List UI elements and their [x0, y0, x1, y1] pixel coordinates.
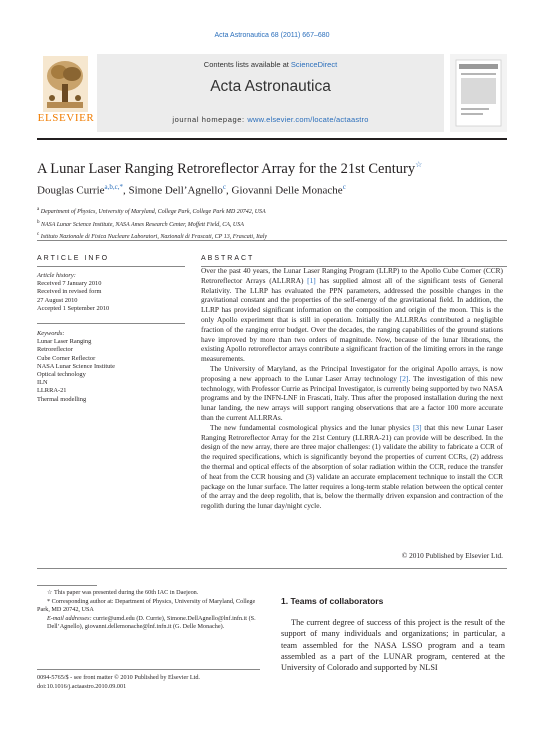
abstract-text: that this new Lunar Laser Ranging Retroreflector Array for the 21st Century (LLRRA-21) can provide will be described. In the design of the new array, there are three major challenges: (1) validate the ability to fabricate a CCR of the required specifications, which is significantly beyond the properties of current CCRs, (2) address the thermal and optical effects of the absorption of solar radiation within the CCR, reduce the transfer of heat from the CCR housing and (3) validate an accurate emplacement technique to install the CCR package on the lunar surface. The latter requires a long-term stable relation between the optical center of the array and the deep regolith, that is, below the thermally driven expansion and contraction of the regolith during the lunar day/night cycle. — [201, 422, 504, 511]
section-body: The current degree of success of this project is the result of the support of many individuals and organizations; in particular, a team assembled for the NASA LSSO program and a team assembled as a part of the LUNAR program, centered at the University of Colorado and supported by NLSI — [281, 618, 505, 673]
abstract-text: . The investigation of this new technology, with Professor Currie as Principal Investigator, is currently being supported by two NASA programs and by the INFN-LNF in Frascati, Italy. Thus after the proposed installation during the next lunar landing, the new arrays will support ranging observations that are a factor 100 more accurate than the current ALLRRAs. — [201, 373, 503, 422]
author-list — [37, 183, 507, 197]
homepage-prefix: journal homepage: — [172, 115, 248, 124]
citation-link[interactable]: [2] — [399, 373, 409, 383]
affiliation — [37, 218, 507, 231]
publisher-name: ELSEVIER — [37, 112, 95, 124]
affiliation-key: b — [37, 219, 40, 225]
history-label: Article history: — [37, 272, 76, 279]
history-item: Accepted 1 September 2010 — [37, 304, 110, 312]
footnotes — [37, 589, 260, 632]
title-footnote-mark[interactable]: ☆ — [415, 160, 423, 169]
author-name[interactable]: Giovanni Delle Monache — [231, 184, 343, 197]
author-separator: , — [226, 184, 232, 197]
author-affiliation-marks[interactable]: a,b,c,* — [104, 183, 123, 191]
elsevier-logo[interactable] — [37, 54, 94, 130]
author-affiliation-marks[interactable]: c — [222, 183, 226, 191]
abstract-text: The new fundamental cosmological physics and the lunar physics — [210, 422, 413, 432]
keyword[interactable]: Optical technology — [37, 371, 86, 379]
abstract-text: has supplied almost all of the significant tests of General Relativity. The LLRP has evaluated the PPN parameters, addressed the possible changes in the gravitational constant and the properties of the self-energy of the gravitational field. In addition, the LLRP has provided significant information on the composition and origin of the moon. This is the only Apollo experiment that is still in operation. Initially the ALLRRAs contributed a negligible fraction of the ranging error budget. Over the decades, the ranging capabilities of the ground stations have improved by more than two orders of magnitude. Now, because of the lunar librations, the existing Apollo retroreflector arrays contribute a significant fraction of the limiting errors in the range measurements. — [201, 275, 503, 364]
abstract-paragraph — [201, 266, 503, 364]
divider — [37, 669, 260, 670]
keyword[interactable]: Cube Corner Reflector — [37, 354, 96, 362]
abstract-body — [201, 266, 503, 511]
affiliation-text: Department of Physics, University of Maryland, College Park, College Park MD 20742, USA — [39, 209, 266, 215]
section-heading: 1. Teams of collaborators — [281, 596, 384, 606]
affiliation — [37, 205, 507, 218]
keyword[interactable]: LLRRA-21 — [37, 387, 67, 395]
affiliation-text: NASA Lunar Science Institute, NASA Ames Research Center, Moffett Field, CA, USA — [39, 221, 244, 228]
journal-reference[interactable]: Acta Astronautica 68 (2011) 667–680 — [214, 32, 330, 39]
contents-prefix: Contents lists available at — [203, 60, 291, 69]
affiliation-text: Istituto Nazionale di Fisica Nucleare Laboratori, Nazionali di Frascati, CP 13, Frascati, Italy — [39, 234, 268, 240]
author-name[interactable]: Douglas Currie — [37, 184, 105, 197]
author-separator: , — [122, 184, 129, 197]
masthead-rule — [37, 138, 507, 140]
divider — [37, 266, 185, 267]
journal-cover-thumbnail[interactable] — [450, 54, 507, 132]
keywords-label: Keywords: — [37, 330, 65, 337]
citation-link[interactable]: [1] — [307, 275, 316, 285]
abstract-text: Over the past 40 years, the Lunar Laser Ranging Program (LLRP) to the Apollo Cube Corner (CCR) Retroreflector Arrays (ALLRRA) — [201, 266, 503, 285]
keyword[interactable]: Retroreflector — [37, 346, 73, 354]
article-history — [37, 272, 187, 313]
footnote-rule — [37, 585, 97, 586]
journal-cover-icon — [450, 54, 507, 132]
affiliation-list — [37, 205, 507, 243]
author-affiliation-marks[interactable]: c — [342, 183, 346, 191]
email-addresses — [37, 615, 260, 632]
keyword[interactable]: ILN — [37, 379, 48, 387]
history-item: Received 7 January 2010 — [37, 280, 102, 288]
history-item: 27 August 2010 — [37, 296, 78, 304]
corresponding-author-note: * Corresponding author at: Department of Physics, University of Maryland, College Park, MD 20742, USA — [37, 597, 256, 614]
email-label: E-mail addresses: — [47, 614, 92, 622]
contents-line — [97, 60, 444, 69]
elsevier-tree-icon — [43, 56, 88, 112]
divider — [37, 323, 185, 324]
keyword[interactable]: Lunar Laser Ranging — [37, 338, 92, 346]
journal-title: Acta Astronautica — [210, 78, 331, 95]
divider — [37, 240, 507, 241]
title-footnote: ☆ This paper was presented during the 60th IAC in Daejeon. — [47, 589, 199, 596]
affiliation-key: c — [37, 232, 40, 237]
homepage-line — [97, 115, 444, 124]
abstract-paragraph — [201, 364, 503, 423]
front-matter — [37, 674, 260, 691]
keyword[interactable]: Thermal modelling — [37, 395, 87, 403]
divider — [37, 568, 507, 569]
author-name[interactable]: Simone Dell’Agnello — [128, 184, 223, 197]
citation-link[interactable]: [3] — [412, 422, 422, 432]
masthead-center — [97, 54, 444, 132]
title-text: A Lunar Laser Ranging Retroreflector Array for the 21st Century — [37, 160, 416, 177]
abstract-text: The University of Maryland, as the Principal Investigator for the original Apollo arrays, is now proposing a new approach to the Lunar Laser Array technology — [201, 363, 503, 383]
email-list[interactable]: currie@umd.edu (D. Currie), Simone.DellAgnello@lnf.infn.it (S. Dell’Agnello), giovanni.dellemonache@lnf.infn.it (G. Delle Monache). — [47, 614, 256, 631]
front-matter-line: 0094-5765/$ - see front matter © 2010 Published by Elsevier Ltd. — [37, 674, 200, 681]
affiliation-key: a — [37, 207, 40, 212]
abstract-paragraph — [201, 423, 503, 511]
article-info-heading: ARTICLE INFO — [37, 255, 110, 262]
abstract-heading: ABSTRACT — [201, 255, 255, 262]
keyword[interactable]: NASA Lunar Science Institute — [37, 362, 115, 370]
article-title — [37, 160, 507, 178]
sciencedirect-link[interactable]: ScienceDirect — [290, 60, 338, 69]
homepage-link[interactable]: www.elsevier.com/locate/actaastro — [247, 115, 369, 124]
copyright-notice: © 2010 Published by Elsevier Ltd. — [401, 551, 503, 560]
history-item: Received in revised form — [37, 288, 102, 296]
doi-link[interactable]: doi:10.1016/j.actaastro.2010.09.001 — [37, 682, 127, 690]
keyword-list — [37, 330, 187, 404]
journal-masthead — [37, 54, 507, 138]
